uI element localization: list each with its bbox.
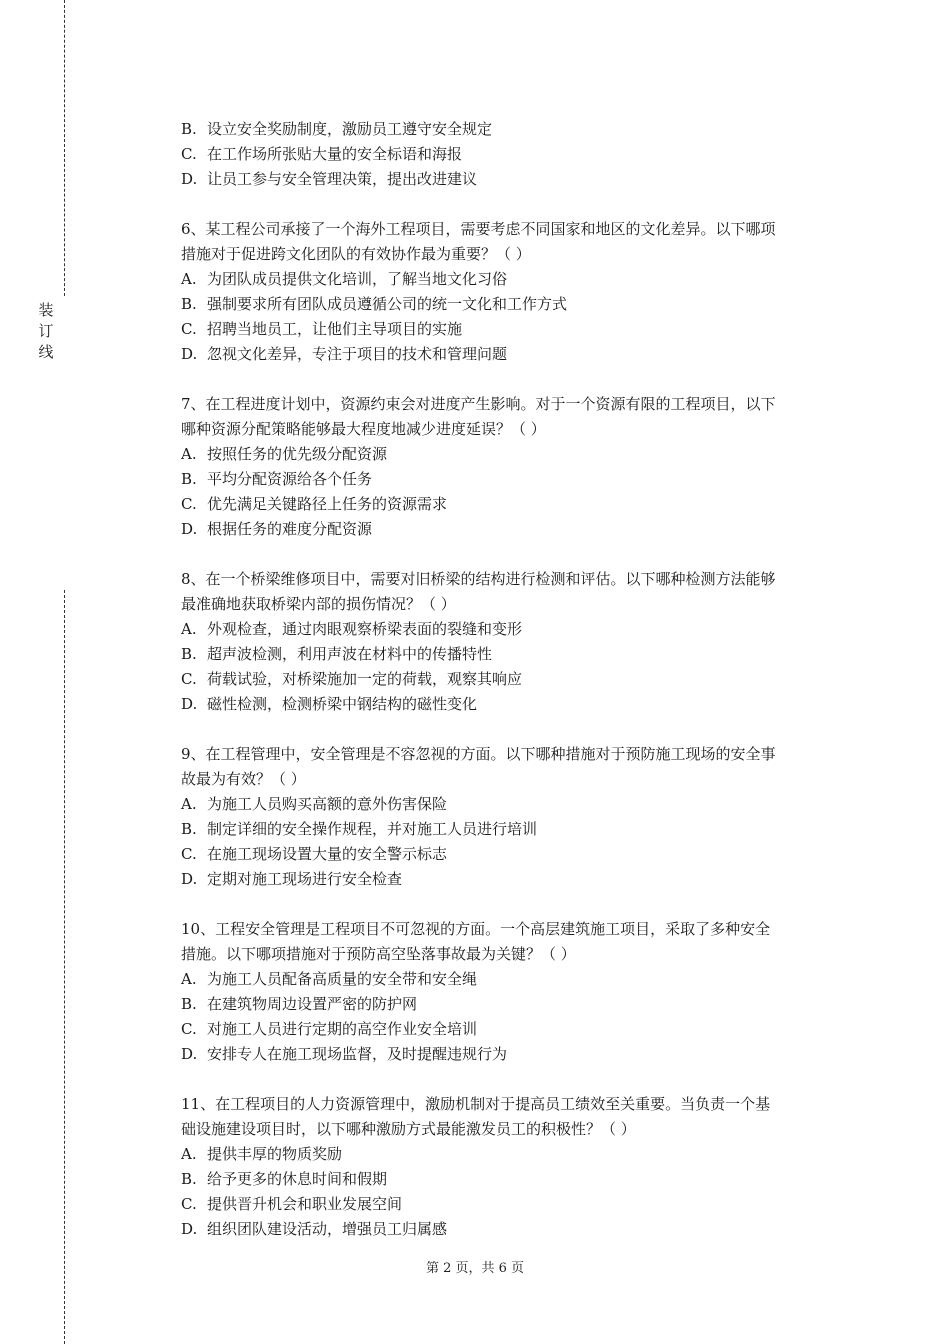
- option-letter: D.: [181, 170, 198, 188]
- option-letter: A.: [181, 970, 197, 988]
- option: [181, 442, 841, 467]
- question-text: 7、在工程进度计划中，资源约束会对进度产生影响。对于一个资源有限的工程项目，以下: [181, 395, 776, 413]
- binding-label: [36, 300, 56, 363]
- option-text: 组织团队建设活动，增强员工归属感: [207, 1220, 448, 1238]
- option-text: 让员工参与安全管理决策，提出改进建议: [207, 170, 478, 188]
- question-9: [181, 742, 841, 892]
- option: [181, 342, 841, 367]
- binding-dashed-line-bottom: [64, 590, 65, 1344]
- option-letter: B.: [181, 820, 197, 838]
- option-text: 安排专人在施工现场监督，及时提醒违规行为: [207, 1045, 508, 1063]
- option-text: 根据任务的难度分配资源: [207, 520, 373, 538]
- option-letter: B.: [181, 1170, 197, 1188]
- option-text: 定期对施工现场进行安全检查: [207, 870, 403, 888]
- option-text: 为施工人员配备高质量的安全带和安全绳: [207, 970, 478, 988]
- option: [181, 842, 841, 867]
- question-text: 故最为有效？（ ）: [181, 770, 306, 788]
- question-text: 9、在工程管理中，安全管理是不容忽视的方面。以下哪种措施对于预防施工现场的安全事: [181, 745, 776, 763]
- binding-dashed-line-top: [64, 0, 65, 296]
- question-text: 措施对于促进跨文化团队的有效协作最为重要？（ ）: [181, 245, 531, 263]
- option: [181, 167, 841, 192]
- question-text: 最准确地获取桥梁内部的损伤情况？（ ）: [181, 595, 456, 613]
- question-10: [181, 917, 841, 1067]
- option-letter: A.: [181, 620, 197, 638]
- option-letter: D.: [181, 1045, 198, 1063]
- option: [181, 292, 841, 317]
- option: [181, 1192, 841, 1217]
- question-text: 措施。以下哪项措施对于预防高空坠落事故最为关键？（ ）: [181, 945, 576, 963]
- option: [181, 692, 841, 717]
- option-letter: B.: [181, 120, 197, 138]
- option-text: 提供丰厚的物质奖励: [207, 1145, 343, 1163]
- option-letter: B.: [181, 645, 197, 663]
- continued-options: [181, 117, 841, 192]
- question-text: 10、工程安全管理是工程项目不可忽视的方面。一个高层建筑施工项目，采取了多种安全: [181, 920, 771, 938]
- option-text: 在施工现场设置大量的安全警示标志: [207, 845, 448, 863]
- option: [181, 992, 841, 1017]
- option-text: 招聘当地员工，让他们主导项目的实施: [207, 320, 463, 338]
- question-text: 6、某工程公司承接了一个海外工程项目，需要考虑不同国家和地区的文化差异。以下哪项: [181, 220, 776, 238]
- option: [181, 867, 841, 892]
- option-text: 平均分配资源给各个任务: [207, 470, 373, 488]
- option-letter: C.: [181, 495, 197, 513]
- option-letter: C.: [181, 845, 197, 863]
- option: [181, 1042, 841, 1067]
- option-text: 荷载试验，对桥梁施加一定的荷载，观察其响应: [207, 670, 523, 688]
- option: [181, 642, 841, 667]
- question-content: [181, 117, 841, 1267]
- option-text: 忽视文化差异，专注于项目的技术和管理问题: [207, 345, 508, 363]
- option-text: 提供晋升机会和职业发展空间: [207, 1195, 403, 1213]
- question-text: 11、在工程项目的人力资源管理中，激励机制对于提高员工绩效至关重要。当负责一个基: [181, 1095, 771, 1113]
- option-letter: A.: [181, 270, 197, 288]
- option-letter: C.: [181, 670, 197, 688]
- option: [181, 267, 841, 292]
- option-text: 为施工人员购买高额的意外伤害保险: [207, 795, 448, 813]
- option: [181, 1142, 841, 1167]
- option: [181, 467, 841, 492]
- option-text: 磁性检测，检测桥梁中钢结构的磁性变化: [207, 695, 478, 713]
- option: [181, 667, 841, 692]
- option: [181, 1167, 841, 1192]
- option-text: 按照任务的优先级分配资源: [207, 445, 388, 463]
- option-text: 外观检查，通过肉眼观察桥梁表面的裂缝和变形: [207, 620, 523, 638]
- binding-char: 线: [38, 343, 54, 361]
- option-text: 强制要求所有团队成员遵循公司的统一文化和工作方式: [207, 295, 568, 313]
- option-letter: B.: [181, 470, 197, 488]
- question-6: [181, 217, 841, 367]
- option-letter: D.: [181, 695, 198, 713]
- question-text: 8、在一个桥梁维修项目中，需要对旧桥梁的结构进行检测和评估。以下哪种检测方法能够: [181, 570, 776, 588]
- question-text: 哪种资源分配策略能够最大程度地减少进度延误？（ ）: [181, 420, 546, 438]
- option-letter: D.: [181, 520, 198, 538]
- option: [181, 792, 841, 817]
- option: [181, 492, 841, 517]
- option: [181, 1217, 841, 1242]
- option: [181, 817, 841, 842]
- option-text: 为团队成员提供文化培训，了解当地文化习俗: [207, 270, 508, 288]
- option-letter: C.: [181, 320, 197, 338]
- question-7: [181, 392, 841, 542]
- option: [181, 142, 841, 167]
- option: [181, 967, 841, 992]
- option-letter: C.: [181, 1195, 197, 1213]
- option-text: 设立安全奖励制度，激励员工遵守安全规定: [207, 120, 493, 138]
- option-text: 超声波检测，利用声波在材料中的传播特性: [207, 645, 493, 663]
- option: [181, 1017, 841, 1042]
- option: [181, 517, 841, 542]
- binding-char: 订: [38, 322, 54, 340]
- option-letter: B.: [181, 295, 197, 313]
- option: [181, 117, 841, 142]
- option-letter: A.: [181, 1145, 197, 1163]
- option-text: 在建筑物周边设置严密的防护网: [207, 995, 418, 1013]
- question-text: 础设施建设项目时，以下哪种激励方式最能激发员工的积极性？（ ）: [181, 1120, 636, 1138]
- option-letter: D.: [181, 1220, 198, 1238]
- option-text: 优先满足关键路径上任务的资源需求: [207, 495, 448, 513]
- option-text: 给予更多的休息时间和假期: [207, 1170, 388, 1188]
- option-letter: A.: [181, 445, 197, 463]
- option: [181, 317, 841, 342]
- option-letter: C.: [181, 145, 197, 163]
- option-letter: D.: [181, 870, 198, 888]
- option-text: 对施工人员进行定期的高空作业安全培训: [207, 1020, 478, 1038]
- option-letter: A.: [181, 795, 197, 813]
- option-text: 制定详细的安全操作规程，并对施工人员进行培训: [207, 820, 538, 838]
- option-letter: C.: [181, 1020, 197, 1038]
- option-letter: B.: [181, 995, 197, 1013]
- option: [181, 617, 841, 642]
- option-letter: D.: [181, 345, 198, 363]
- option-text: 在工作场所张贴大量的安全标语和海报: [207, 145, 463, 163]
- page-footer: 第 2 页，共 6 页: [425, 1261, 525, 1276]
- question-11: [181, 1092, 841, 1242]
- binding-char: 装: [38, 301, 54, 319]
- question-8: [181, 567, 841, 717]
